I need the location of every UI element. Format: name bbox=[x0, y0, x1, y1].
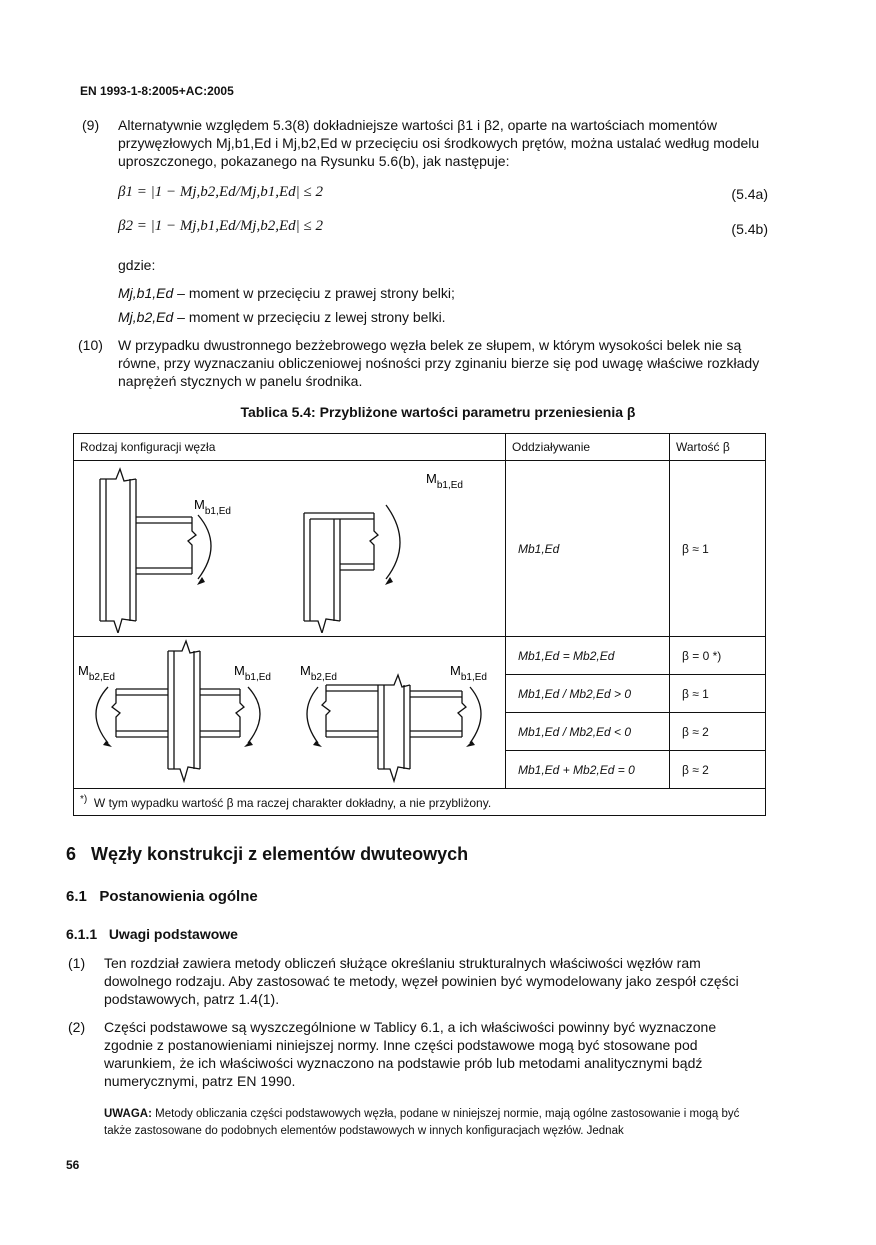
moment-label: $M_{b1,Ed}$ bbox=[194, 497, 231, 517]
definition-symbol: Mj,b1,Ed bbox=[118, 285, 174, 301]
double-sided-joint-figure bbox=[74, 637, 504, 785]
equation-5-4b: β2 = |1 − Mj,b1,Ed/Mj,b2,Ed| ≤ 2 bbox=[118, 218, 324, 234]
paragraph-2-text: Części podstawowe są wyszczególnione w Tablicy 6.1, a ich właściwości powinny być wyznaczone zgodnie z postanowieniami niniejszej normy. Inne części podstawowe mogą być stosowane pod warunkiem, że ich właściwości wyznaczono na podstawie prób lub metodami analitycznymi bądź numerycznymi, patrz EN 1990. bbox=[104, 1019, 717, 1089]
section-heading-6: 6 Węzły konstrukcji z elementów dwuteowych bbox=[66, 844, 469, 864]
paragraph-1-text: Ten rozdział zawiera metody obliczeń służące określaniu strukturalnych właściwości węzłów ram dowolnego rodzaju. Aby zastosować te metody, węzeł powinien być wymodelowany jako zespół części podstawowych, patrz 1.4(1). bbox=[104, 955, 739, 1007]
paragraph-number: (2) bbox=[68, 1019, 86, 1035]
value-cell: β ≈ 1 bbox=[670, 675, 766, 713]
table-row-double bbox=[74, 637, 766, 675]
standard-code: EN 1993-1-8:2005+AC:2005 bbox=[80, 84, 234, 98]
table-footnote-row bbox=[74, 789, 766, 816]
double-sided-figure-cell bbox=[74, 637, 506, 789]
table-5-4 bbox=[73, 433, 766, 816]
table-header-cell: Oddziaływanie bbox=[506, 434, 670, 461]
value-cell: β ≈ 1 bbox=[670, 461, 766, 637]
table-header-cell: Wartość β bbox=[670, 434, 766, 461]
note-text: Metody obliczania części podstawowych węzła, podane w niniejszej normie, mają ogólne zastosowanie i mogą być także zastosowane do podobnych elementów podstawowych w innych konfiguracjach węzłów. Jednak bbox=[104, 1108, 740, 1137]
value-cell: β = 0 *) bbox=[670, 637, 766, 675]
moment-label: $M_{b2,Ed}$ bbox=[300, 663, 337, 683]
action-cell: Mb1,Ed / Mb2,Ed > 0 bbox=[506, 675, 670, 713]
table-caption: Tablica 5.4: Przybliżone wartości parametru przeniesienia β bbox=[240, 404, 636, 420]
note-label: UWAGA: bbox=[104, 1108, 152, 1120]
equation-number: (5.4a) bbox=[731, 186, 768, 202]
definition-text: – moment w przecięciu z prawej strony belki; bbox=[177, 285, 455, 301]
single-sided-joint-figure bbox=[74, 461, 504, 633]
moment-label: $M_{b2,Ed}$ bbox=[78, 663, 115, 683]
paragraph-10-text: W przypadku dwustronnego bezżebrowego węzła belek ze słupem, w którym wysokości belek nie są równe, przy wyznaczaniu obliczeniowej nośności przy zginaniu bierze się pod uwagę właściwe rozkłady naprężeń stycznych w panelu środnika. bbox=[118, 337, 760, 389]
single-sided-figure-cell bbox=[74, 461, 506, 637]
definition-item bbox=[118, 281, 455, 305]
definition-item bbox=[118, 305, 446, 329]
moment-label: $M_{b1,Ed}$ bbox=[426, 471, 463, 491]
paragraph-number: (9) bbox=[82, 117, 100, 133]
table-footnote: *) W tym wypadku wartość β ma raczej charakter dokładny, a nie przybliżony. bbox=[74, 789, 766, 816]
table-row-single bbox=[74, 461, 766, 637]
table-header-row bbox=[74, 434, 766, 461]
page-number: 56 bbox=[66, 1158, 80, 1172]
section-heading-6-1: 6.1 Postanowienia ogólne bbox=[66, 888, 258, 905]
note-block bbox=[104, 1106, 768, 1140]
action-cell: Mb1,Ed + Mb2,Ed = 0 bbox=[506, 751, 670, 789]
value-cell: β ≈ 2 bbox=[670, 713, 766, 751]
value-cell: β ≈ 2 bbox=[670, 751, 766, 789]
paragraph-9-text: Alternatywnie względem 5.3(8) dokładniejsze wartości β1 i β2, oparte na wartościach momentów przywęzłowych Mj,b1,Ed i Mj,b2,Ed w przecięciu osi środkowych prętów, można ustalać według modelu uproszczonego, pokazanego na Rysunku 5.6(b), jak następuje: bbox=[118, 117, 760, 169]
section-heading-6-1-1: 6.1.1 Uwagi podstawowe bbox=[66, 926, 238, 942]
equation-5-4a: β1 = |1 − Mj,b2,Ed/Mj,b1,Ed| ≤ 2 bbox=[118, 184, 324, 200]
moment-label: $M_{b1,Ed}$ bbox=[450, 663, 487, 683]
definition-text: – moment w przecięciu z lewej strony belki. bbox=[177, 309, 446, 325]
action-cell: Mb1,Ed = Mb2,Ed bbox=[506, 637, 670, 675]
action-cell: Mb1,Ed / Mb2,Ed < 0 bbox=[506, 713, 670, 751]
moment-label: $M_{b1,Ed}$ bbox=[234, 663, 271, 683]
table-header-cell: Rodzaj konfiguracji węzła bbox=[74, 434, 506, 461]
definition-symbol: Mj,b2,Ed bbox=[118, 309, 174, 325]
where-label: gdzie: bbox=[118, 257, 156, 273]
paragraph-number: (1) bbox=[68, 955, 86, 971]
equation-number: (5.4b) bbox=[731, 221, 768, 237]
action-cell: Mb1,Ed bbox=[506, 461, 670, 637]
paragraph-number: (10) bbox=[78, 337, 103, 353]
